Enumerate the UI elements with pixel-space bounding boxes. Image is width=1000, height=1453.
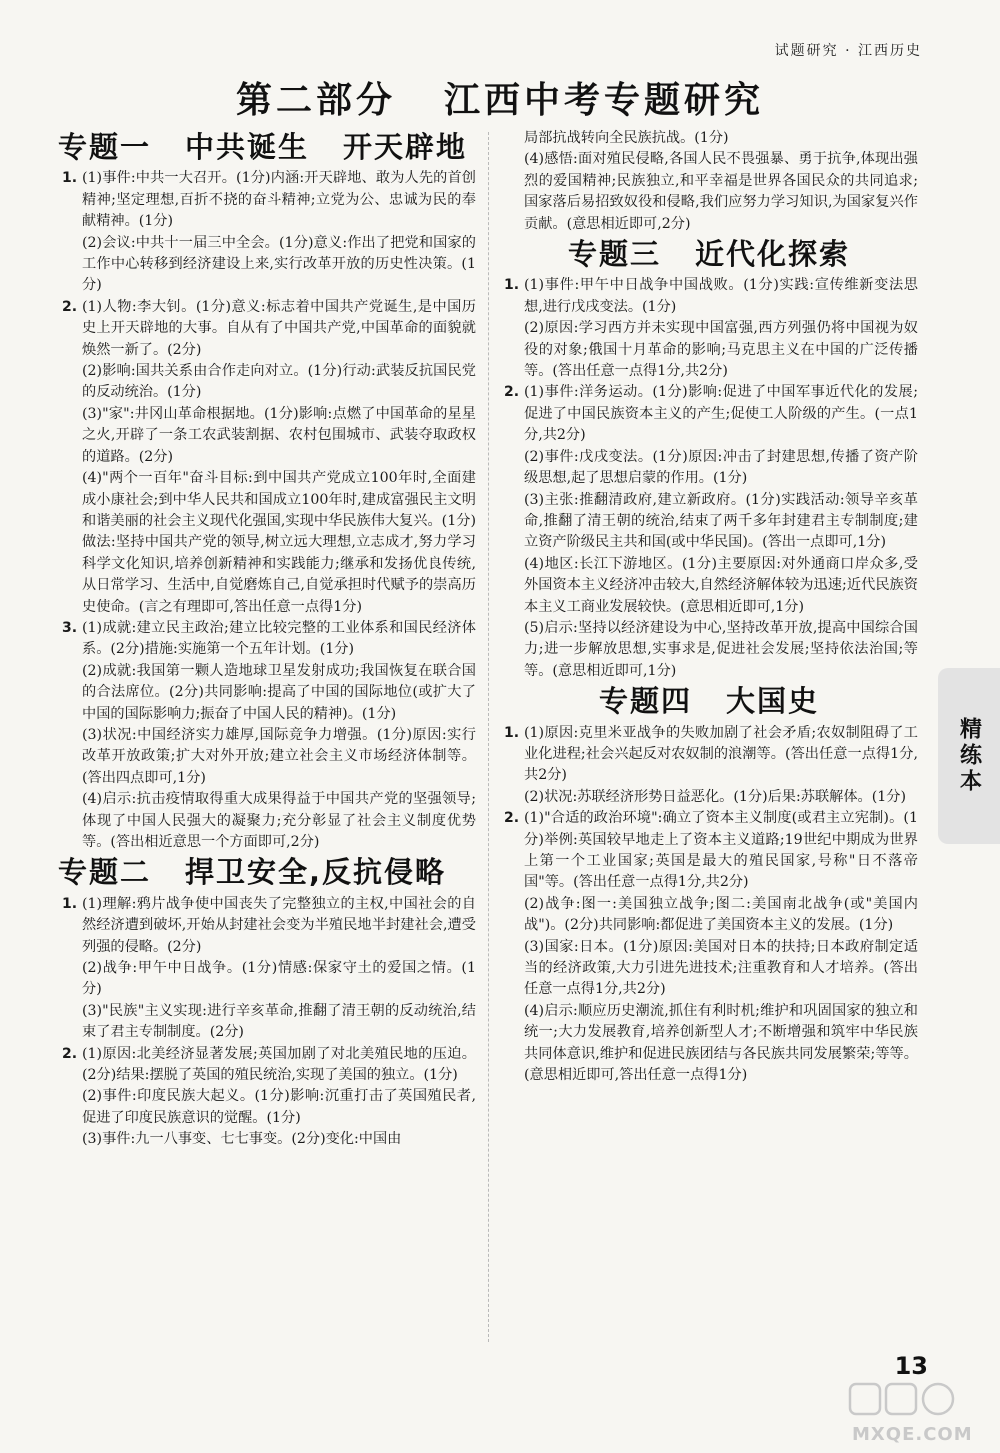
svg-text:MXQE.COM: MXQE.COM [852, 1424, 973, 1445]
question-number: 2. [504, 810, 520, 827]
answer-paragraph: (2)状况:苏联经济形势日益恶化。(1分)后果:苏联解体。(1分) [524, 788, 906, 805]
answer-paragraph: (1)理解:鸦片战争使中国丧失了完整独立的主权,中国社会的自然经济遭到破坏,开始从封建社会变为半殖民地半封建社会,遭受列强的侵略。(2分) [82, 895, 476, 955]
topic-2-label: 专题二 [58, 855, 152, 890]
answer-paragraph: (2)战争:甲午中日战争。(1分)情感:保家守土的爱国之情。(1分) [82, 960, 476, 998]
answer-paragraph: (5)启示:坚持以经济建设为中心,坚持改革开放,提高中国综合国力;进一步解放思想,实事求是,促进社会发展;坚持依法治国;等等。(意思相近即可,1分) [524, 619, 918, 679]
answer-paragraph: (1)事件:洋务运动。(1分)影响:促进了中国军事近代化的发展;促进了中国民族资本主义的产生;促使工人阶级的产生。(一点1分,共2分) [524, 384, 918, 444]
question-number: 3. [62, 619, 78, 636]
part-title-left: 第二部分 [235, 80, 396, 121]
right-column [500, 128, 918, 1086]
answer-paragraph: (2)事件:戊戌变法。(1分)原因:冲击了封建思想,传播了资产阶级思想,起了思想启蒙的作用。(1分) [524, 448, 918, 487]
answer-paragraph: (1)"合适的政治环境":确立了资本主义制度(或君主立宪制)。(1分)举例:英国较早地走上了资本主义道路;19世纪中期成为世界上第一个工业国家;英国是最大的殖民国家,号称"日不落帝国"等。(答出任意一点得1分,共2分) [524, 810, 918, 891]
answer-paragraph: (1)成就:建立民主政治;建立比较完整的工业体系和国民经济体系。(2分)措施:实施第一个五年计划。(1分) [82, 619, 476, 658]
question-item [58, 894, 476, 1044]
answer-paragraph: (3)国家:日本。(1分)原因:美国对日本的扶持;日本政府制定适当的经济政策,大力引进先进技术;注重教育和人才培养。(答出任意一点得1分,共2分) [524, 938, 918, 998]
answer-paragraph: (4)启示:顺应历史潮流,抓住有利时机;维护和巩固国家的独立和统一;大力发展教育,培养创新型人才;不断增强和筑牢中华民族共同体意识,维护和促进民族团结与各民族共同发展繁荣;等等。(意思相近即可,答出任意一点得1分) [524, 1002, 918, 1084]
question-number: 2. [504, 384, 520, 401]
column-divider [488, 132, 489, 1342]
side-tab [938, 668, 1000, 844]
topic-4-title: 大国史 [726, 684, 820, 719]
question-item [500, 723, 918, 809]
answer-paragraph: (2)战争:图一:美国独立战争;图二:美国南北战争(或"美国内战")。(2分)共同影响:都促进了美国资本主义的发展。(1分) [524, 895, 918, 934]
question-item [58, 618, 476, 853]
topic-3-label: 专题三 [567, 237, 661, 272]
answer-paragraph: (3)"民族"主义实现:进行辛亥革命,推翻了清王朝的反动统治,结束了君主专制制度。(2分) [82, 1002, 476, 1041]
question-item [58, 1044, 476, 1151]
answer-paragraph: (2)影响:国共关系由合作走向对立。(1分)行动:武装反抗国民党的反动统治。(1分) [82, 363, 476, 401]
answer-paragraph: (3)事件:九一八事变、七七事变。(2分)变化:中国由 [82, 1131, 402, 1148]
question-item [500, 275, 918, 382]
question-item [58, 297, 476, 618]
topic-1-title-a: 中共诞生 [185, 130, 310, 164]
question-number: 1. [62, 170, 78, 187]
question-item [500, 382, 918, 682]
part-title-right: 江西中考专题研究 [444, 80, 765, 121]
answer-paragraph: (4)启示:抗击疫情取得重大成果得益于中国共产党的坚强领导;体现了中国人民强大的凝聚力;充分彰显了社会主义制度优势等。(答出相近意思一个方面即可,2分) [82, 791, 476, 850]
question-number: 2. [62, 298, 78, 315]
left-column [58, 128, 476, 1151]
topic-2-title: 捍卫安全,反抗侵略 [185, 855, 447, 890]
answer-paragraph: (2)成就:我国第一颗人造地球卫星发射成功;我国恢复在联合国的合法席位。(2分)共同影响:提高了中国的国际地位(或扩大了中国的国际影响力;振奋了中国人民的精神)。(1分) [82, 662, 476, 722]
answer-paragraph: (4)感悟:面对殖民侵略,各国人民不畏强暴、勇于抗争,体现出强烈的爱国精神;民族独立,和平幸福是世界各国民众的共同追求;国家落后易招致奴役和侵略,我们应努力学习知识,为国家复兴作贡献。(意思相近即可,2分) [524, 151, 918, 232]
question-number: 2. [62, 1045, 78, 1062]
answer-paragraph: (2)原因:学习西方并未实现中国富强,西方列强仍将中国视为奴役的对象;俄国十月革命的影响;马克思主义在中国的广泛传播等。(答出任意一点得1分,共2分) [524, 320, 918, 380]
answer-paragraph: 局部抗战转向全民族抗战。(1分) [524, 130, 729, 146]
topic-1-heading [58, 128, 476, 168]
topic-3-heading [500, 235, 918, 275]
answer-paragraph: (1)原因:北美经济显著发展;英国加剧了对北美殖民地的压迫。(2分)结果:摆脱了英国的殖民统治,实现了美国的独立。(1分) [82, 1045, 476, 1084]
question-number: 1. [62, 895, 78, 912]
answer-paragraph: (1)人物:李大钊。(1分)意义:标志着中国共产党诞生,是中国历史上开天辟地的大事。自从有了中国共产党,中国革命的面貌就焕然一新了。(2分) [82, 298, 476, 358]
topic-4-heading [500, 682, 918, 722]
topic-3-title: 近代化探索 [695, 237, 851, 272]
watermark-logo [842, 1378, 992, 1448]
answer-paragraph: (3)状况:中国经济实力雄厚,国际竞争力增强。(1分)原因:实行改革开放政策;扩大对外开放;建立社会主义市场经济体制等。(答出四点即可,1分) [82, 726, 476, 786]
answer-paragraph: (3)主张:推翻清政府,建立新政府。(1分)实践活动:领导辛亥革命,推翻了清王朝的统治,结束了两千多年封建君主专制制度;建立资产阶级民主共和国(或中华民国)。(答出一点即可,1分) [524, 491, 918, 551]
side-tab-label: 精练本 [956, 717, 982, 795]
answer-paragraph: (2)事件:印度民族大起义。(1分)影响:沉重打击了英国殖民者,促进了印度民族意识的觉醒。(1分) [82, 1088, 476, 1126]
topic-1-label: 专题一 [58, 130, 152, 164]
answer-paragraph: (3)"家":井冈山革命根据地。(1分)影响:点燃了中国革命的星星之火,开辟了一条工农武装割据、农村包围城市、武装夺取政权的道路。(2分) [82, 405, 476, 465]
question-item [500, 808, 918, 1086]
topic-4-label: 专题四 [598, 684, 692, 719]
question-number: 1. [504, 724, 520, 741]
answer-paragraph: (4)"两个一百年"奋斗目标:到中国共产党成立100年时,全面建成小康社会;到中华人民共和国成立100年时,建成富强民主文明和谐美丽的社会主义现代化强国,实现中华民族伟大复兴。(1分)做法:坚持中国共产党的领导,树立远大理想,立志成才,努力学习科学文化知识,培养创新精神和实践能力;继承和发扬优良传统,从日常学习、生活中,自觉磨炼自己,自觉承担时代赋予的崇高历史使命。(言之有理即可,答出任意一点得1分) [82, 470, 476, 615]
topic-2-heading [58, 853, 476, 893]
page-number: 13 [894, 1352, 928, 1380]
header-tag: 试题研究 · 江西历史 [774, 43, 922, 59]
answer-paragraph: (1)事件:中共一大召开。(1分)内涵:开天辟地、敢为人先的首创精神;坚定理想,百折不挠的奋斗精神;立党为公、忠诚为民的奉献精神。(1分) [82, 170, 476, 230]
part-title [0, 72, 1000, 123]
question-continuation [500, 128, 918, 235]
answer-paragraph: (1)原因:克里米亚战争的失败加剧了社会矛盾;农奴制阻碍了工业化进程;社会兴起反对农奴制的浪潮等。(答出任意一点得1分,共2分) [524, 724, 918, 784]
question-item [58, 168, 476, 296]
topic-1-title-b: 开天辟地 [343, 130, 468, 164]
answer-paragraph: (2)会议:中共十一届三中全会。(1分)意义:作出了把党和国家的工作中心转移到经济建设上来,实行改革开放的历史性决策。(1分) [82, 234, 476, 294]
answer-paragraph: (4)地区:长江下游地区。(1分)主要原因:对外通商口岸众多,受外国资本主义经济冲击较大,自然经济解体较为迅速;近代民族资本主义工商业发展较快。(意思相近即可,1分) [524, 555, 918, 615]
question-number: 1. [504, 277, 520, 294]
answer-paragraph: (1)事件:甲午中日战争中国战败。(1分)实践:宣传维新变法思想,进行戊戌变法。(1分) [524, 277, 918, 315]
